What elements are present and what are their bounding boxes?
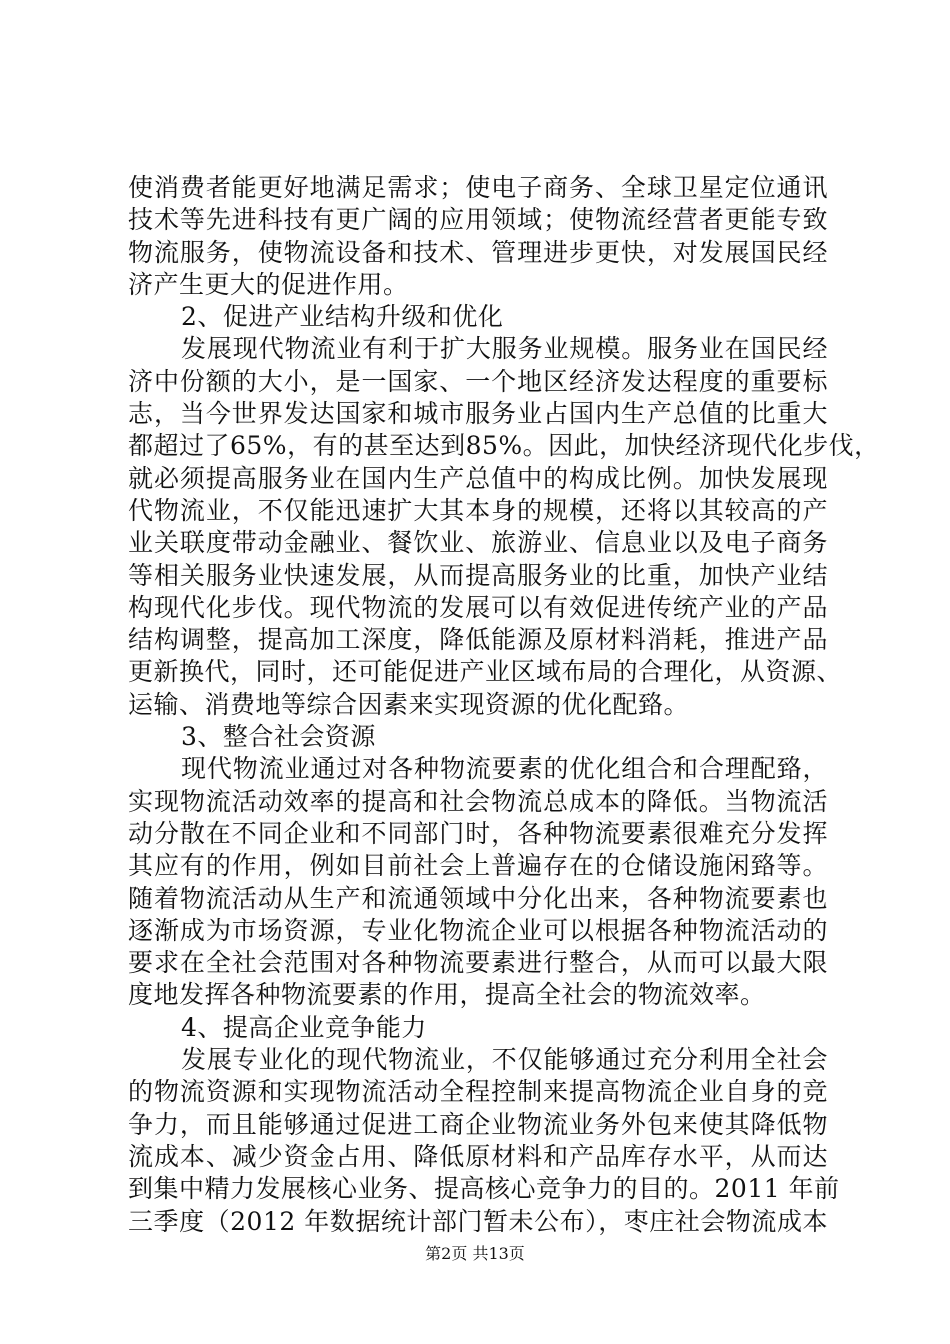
text-line: 3、整合社会资源 — [181, 722, 376, 752]
text-line: 使消费者能更好地满足需求；使电子商务、全球卫星定位通讯 — [128, 173, 828, 202]
page-footer: 第2页 共13页 — [425, 1244, 525, 1263]
text-line: 济中份额的大小，是一国家、一个地区经济发达程度的重要标 — [128, 366, 828, 396]
text-line: 都超过了65%，有的甚至达到85%。因此，加快经济现代化步伐， — [128, 431, 880, 461]
text-line: 流成本、减少资金占用、降低原材料和产品库存水平，从而达 — [128, 1141, 828, 1171]
text-line: 2、促进产业结构升级和优化 — [181, 302, 504, 332]
text-line: 度地发挥各种物流要素的作用，提高全社会的物流效率。 — [128, 980, 766, 1010]
text-line: 争力，而且能够通过促进工商企业物流业务外包来使其降低物 — [128, 1109, 828, 1139]
text-line: 发展专业化的现代物流业，不仅能够通过充分利用全社会 — [181, 1045, 828, 1075]
text-line: 到集中精力发展核心业务、提高核心竞争力的目的。2011 年前 — [128, 1174, 840, 1204]
text-line: 逐渐成为市场资源，专业化物流企业可以根据各种物流活动的 — [128, 915, 828, 945]
text-line: 技术等先进科技有更广阔的应用领域；使物流经营者更能专致 — [128, 205, 828, 235]
text-line: 现代物流业通过对各种物流要素的优化组合和合理配臵， — [181, 754, 828, 784]
text-line: 结构调整，提高加工深度，降低能源及原材料消耗，推进产品 — [128, 625, 828, 655]
text-line: 代物流业，不仅能迅速扩大其本身的规模，还将以其较高的产 — [128, 495, 828, 525]
text-line: 随着物流活动从生产和流通领域中分化出来，各种物流要素也 — [128, 883, 828, 913]
text-line: 物流服务，使物流设备和技术、管理进步更快，对发展国民经 — [128, 237, 828, 267]
text-line: 等相关服务业快速发展，从而提高服务业的比重，加快产业结 — [128, 560, 828, 590]
text-line: 构现代化步伐。现代物流的发展可以有效促进传统产业的产品 — [128, 592, 828, 622]
text-line: 发展现代物流业有利于扩大服务业规模。服务业在国民经 — [181, 334, 828, 364]
text-line: 济产生更大的促进作用。 — [128, 269, 409, 299]
text-line: 实现物流活动效率的提高和社会物流总成本的降低。当物流活 — [128, 786, 828, 816]
text-line: 动分散在不同企业和不同部门时，各种物流要素很难充分发挥 — [128, 818, 828, 848]
text-line: 三季度（2012 年数据统计部门暂未公布），枣庄社会物流成本 — [128, 1206, 828, 1236]
document-body — [128, 172, 880, 1238]
text-line: 的物流资源和实现物流活动全程控制来提高物流企业自身的竞 — [128, 1077, 828, 1107]
text-line: 要求在全社会范围对各种物流要素进行整合，从而可以最大限 — [128, 948, 828, 978]
text-line: 业关联度带动金融业、餐饮业、旅游业、信息业以及电子商务 — [128, 528, 828, 558]
text-line: 更新换代，同时，还可能促进产业区域布局的合理化，从资源、 — [128, 657, 843, 687]
text-line: 就必须提高服务业在国内生产总值中的构成比例。加快发展现 — [128, 463, 828, 493]
text-line: 4、提高企业竞争能力 — [181, 1012, 427, 1042]
text-line: 运输、消费地等综合因素来实现资源的优化配臵。 — [128, 689, 690, 719]
text-line: 志，当今世界发达国家和城市服务业占国内生产总值的比重大 — [128, 399, 828, 429]
text-line: 其应有的作用，例如目前社会上普遍存在的仓储设施闲臵等。 — [128, 851, 828, 881]
